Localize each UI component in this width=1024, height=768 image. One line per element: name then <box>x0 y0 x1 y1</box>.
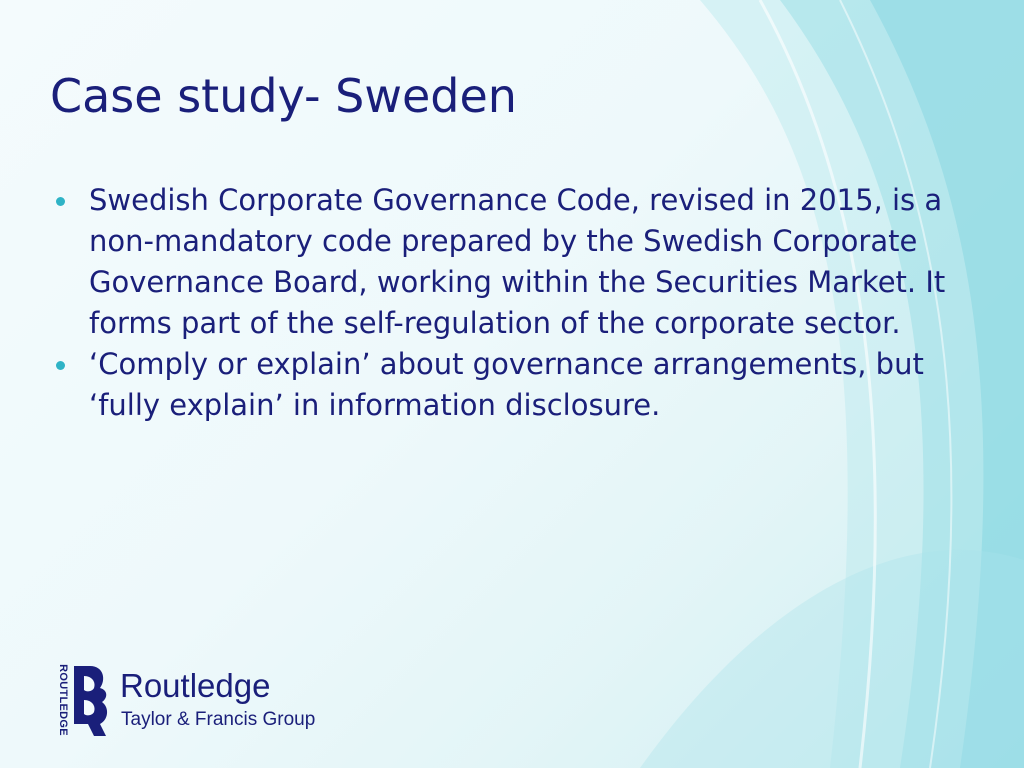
bullet-list <box>54 180 954 426</box>
slide-title: Case study- Sweden <box>50 69 517 123</box>
bullet-item <box>54 344 954 426</box>
bullet-text: ‘Comply or explain’ about governance arrangements, but ‘fully explain’ in information disclosure. <box>89 347 924 422</box>
routledge-logo <box>56 662 336 742</box>
bullet-item <box>54 180 954 344</box>
logo-name: Routledge <box>120 667 271 704</box>
logo-group-name: Taylor & Francis Group <box>121 709 316 730</box>
bullet-text: Swedish Corporate Governance Code, revised in 2015, is a non-mandatory code prepared by the Swedish Corporate Governance Board, working within the Securities Market. It forms part of the self-regulation of the corporate sector. <box>89 183 946 340</box>
logo-vertical-text: ROUTLEDGE <box>57 664 70 736</box>
round-bullet-icon <box>56 197 65 206</box>
routledge-head-icon <box>70 662 112 738</box>
round-bullet-icon <box>56 361 65 370</box>
